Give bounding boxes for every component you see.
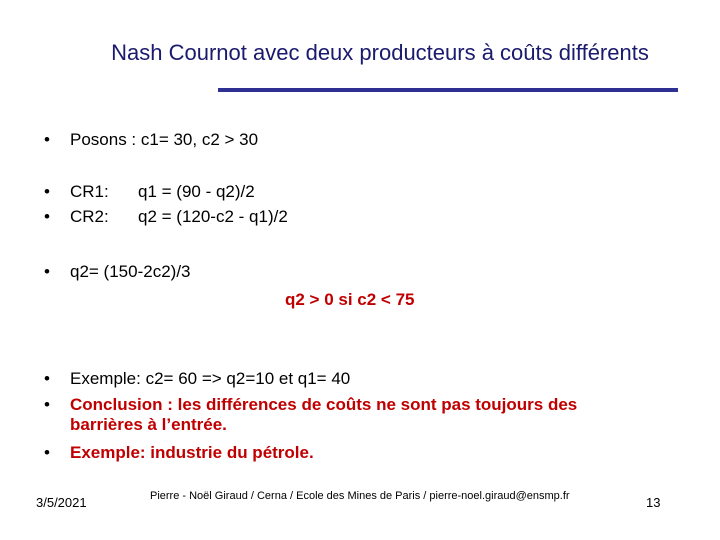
bullet-marker: • (44, 443, 50, 462)
bullet-marker: • (44, 130, 50, 149)
bullet-text-line1: Conclusion : les différences de coûts ne sont pas toujours des (70, 395, 578, 414)
footer-date: 3/5/2021 (36, 495, 87, 510)
q2-condition: q2 > 0 si c2 < 75 (285, 290, 415, 309)
footer-credit: Pierre - Noël Giraud / Cerna / Ecole des Mines de Paris / pierre-noel.giraud@ensmp.fr (150, 490, 570, 502)
bullet-text-line2: barrières à l’entrée. (70, 415, 227, 434)
cr2-formula: q2 = (120-c2 - q1)/2 (138, 207, 288, 226)
bullet-text: q2= (150-2c2)/3 (70, 262, 191, 281)
bullet-marker: • (44, 395, 50, 414)
bullet-marker: • (44, 369, 50, 388)
bullet-text: Exemple: c2= 60 => q2=10 et q1= 40 (70, 369, 351, 388)
page-number: 13 (646, 495, 661, 510)
bullet-text: Posons : c1= 30, c2 > 30 (70, 130, 259, 149)
bullet-marker: • (44, 207, 50, 226)
slide-title: Nash Cournot avec deux producteurs à coûts différents (111, 40, 649, 65)
title-underline (218, 88, 678, 92)
bullet-marker: • (44, 262, 50, 281)
cr2-label: CR2: (70, 207, 109, 226)
cr1-formula: q1 = (90 - q2)/2 (138, 182, 255, 201)
cr1-label: CR1: (70, 182, 109, 201)
bullet-text: Exemple: industrie du pétrole. (70, 443, 314, 462)
bullet-marker: • (44, 182, 50, 201)
